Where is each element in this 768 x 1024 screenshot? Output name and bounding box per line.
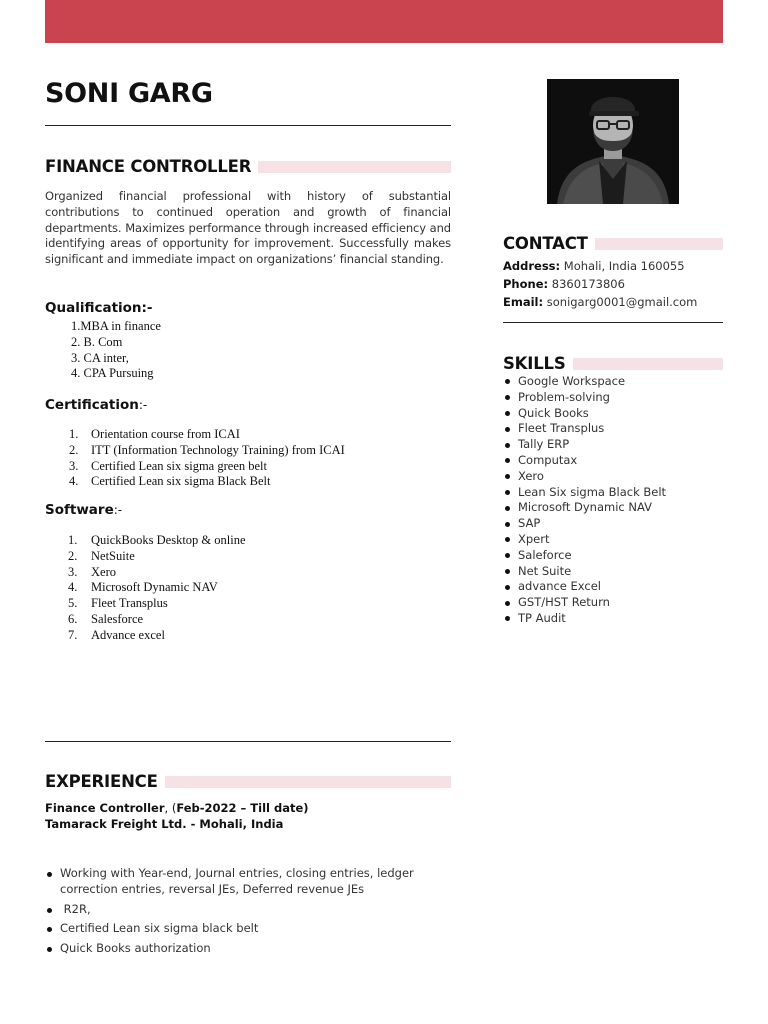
skill-text: SAP: [518, 516, 541, 531]
list-item: [68, 549, 246, 565]
skill-text: Problem-solving: [518, 389, 610, 404]
list-item: [47, 921, 447, 937]
list-item-number: 4.: [69, 474, 79, 489]
list-item: [68, 580, 246, 596]
experience-bullets: [47, 866, 447, 961]
list-item: [68, 565, 246, 581]
list-item: [505, 595, 666, 611]
experience-text: Certified Lean six sigma black belt: [60, 921, 259, 936]
bullet-icon: [505, 601, 510, 606]
certification-list: [69, 427, 345, 490]
list-item-text: Certified Lean six sigma green belt: [91, 458, 267, 473]
bullet-icon: [47, 947, 52, 952]
list-item: [69, 459, 345, 475]
job-dates: Feb-2022 – Till date): [176, 801, 309, 815]
section-title-bar: [258, 161, 451, 173]
list-item-number: 3.: [69, 458, 79, 473]
bullet-icon: [505, 522, 510, 527]
qualification-heading: [45, 300, 153, 316]
candidate-name: SONI GARG: [45, 78, 213, 109]
list-item-text: Orientation course from ICAI: [91, 427, 240, 441]
list-item-text: Salesforce: [91, 611, 144, 626]
list-item: [505, 548, 666, 564]
list-item: [505, 500, 666, 516]
bullet-icon: [505, 490, 510, 495]
phone-value: 8360173806: [551, 277, 625, 291]
section-title-bar: [165, 776, 451, 788]
certification-heading: [45, 397, 147, 413]
list-item-text: 2. B. Com: [71, 334, 123, 349]
skill-text: Microsoft Dynamic NAV: [518, 500, 652, 515]
list-item: [505, 485, 666, 501]
list-item-number: 1.: [69, 427, 79, 441]
skill-text: advance Excel: [518, 579, 602, 594]
bullet-icon: [505, 506, 510, 511]
bullet-icon: [505, 379, 510, 384]
list-item: [505, 390, 666, 406]
skill-text: Google Workspace: [518, 374, 626, 388]
list-item: [69, 443, 345, 459]
list-item: [505, 453, 666, 469]
divider: [45, 741, 451, 742]
list-item: [505, 564, 666, 580]
bullet-icon: [505, 474, 510, 479]
list-item: [71, 351, 161, 367]
skill-text: Fleet Transplus: [518, 421, 605, 436]
list-item-text: QuickBooks Desktop & online: [91, 533, 246, 547]
bullet-icon: [505, 616, 510, 621]
list-item: [505, 469, 666, 485]
list-item-text: Xero: [91, 564, 116, 579]
qualification-heading-text: Qualification:-: [45, 300, 153, 316]
experience-text: Quick Books authorization: [60, 941, 211, 956]
skill-text: GST/HST Return: [518, 595, 610, 610]
bullet-icon: [505, 411, 510, 416]
bullet-icon: [47, 872, 52, 877]
list-item: [505, 579, 666, 595]
software-heading-suffix: :-: [113, 503, 123, 517]
skill-text: Quick Books: [518, 405, 589, 420]
list-item-text: 4. CPA Pursuing: [71, 366, 154, 381]
list-item: [71, 335, 161, 351]
bullet-icon: [47, 908, 52, 913]
bullet-icon: [505, 569, 510, 574]
section-title-contact: [503, 234, 723, 253]
contact-details: [503, 257, 723, 311]
job-heading: [45, 800, 309, 816]
address-value: Mohali, India 160055: [563, 259, 685, 273]
experience-text: R2R,: [60, 901, 91, 916]
list-item-number: 2.: [68, 548, 78, 563]
qualification-list: [71, 319, 161, 382]
list-item: [68, 533, 246, 549]
list-item: [68, 596, 246, 612]
list-item-text: 1.MBA in finance: [71, 319, 161, 333]
skill-text: Tally ERP: [518, 437, 570, 452]
list-item-number: 5.: [68, 596, 78, 611]
section-title-skills: [503, 354, 723, 373]
bullet-icon: [505, 395, 510, 400]
phone-label: Phone:: [503, 277, 549, 291]
list-item-text: Certified Lean six sigma Black Belt: [91, 474, 271, 489]
list-item: [505, 406, 666, 422]
skill-text: Xpert: [518, 531, 550, 546]
list-item-number: 7.: [68, 627, 78, 642]
bullet-icon: [505, 585, 510, 590]
list-item-text: Advance excel: [91, 627, 165, 642]
section-title-text: CONTACT: [503, 234, 588, 253]
profile-summary: Organized financial professional with history of substantial contributions to continued operation and growth of financial departments. Maximizes performance through increased efficiency and identifying areas of opportunity for improvement. Successfully makes significant and immediate impact on organizations’ financial standing.: [45, 189, 451, 267]
section-title-bar: [595, 238, 723, 250]
list-item-number: 1.: [68, 533, 78, 547]
contact-address: [503, 257, 723, 275]
skills-list: [505, 374, 666, 627]
bullet-icon: [505, 427, 510, 432]
email-label: Email:: [503, 295, 544, 309]
software-heading-text: Software: [45, 502, 114, 518]
software-list: [68, 533, 246, 644]
profile-photo: [547, 79, 679, 204]
bullet-icon: [505, 537, 510, 542]
skill-text: TP Audit: [518, 610, 566, 625]
list-item-number: 3.: [68, 564, 78, 579]
list-item: [505, 374, 666, 390]
list-item-text: ITT (Information Technology Training) from ICAI: [91, 442, 345, 457]
list-item: [69, 474, 345, 490]
section-title-text: SKILLS: [503, 354, 566, 373]
job-company: Tamarack Freight Ltd. - Mohali, India: [45, 817, 284, 831]
section-title-text: EXPERIENCE: [45, 772, 158, 791]
software-heading: [45, 502, 122, 518]
list-item-text: 3. CA inter,: [71, 350, 129, 365]
section-title-finance-controller: [45, 157, 451, 176]
list-item-number: 6.: [68, 611, 78, 626]
skill-text: Computax: [518, 452, 578, 467]
certification-heading-suffix: :-: [138, 398, 148, 412]
list-item-text: Microsoft Dynamic NAV: [91, 580, 218, 595]
list-item-number: 2.: [69, 442, 79, 457]
section-title-text: FINANCE CONTROLLER: [45, 157, 252, 176]
contact-phone: [503, 275, 723, 293]
list-item: [47, 866, 447, 898]
list-item-number: 4.: [68, 580, 78, 595]
list-item: [69, 427, 345, 443]
list-item: [47, 902, 447, 918]
section-title-experience: [45, 772, 451, 791]
bullet-icon: [505, 443, 510, 448]
skill-text: Lean Six sigma Black Belt: [518, 484, 667, 499]
bullet-icon: [505, 458, 510, 463]
list-item: [505, 532, 666, 548]
list-item: [505, 421, 666, 437]
person-portrait-icon: [547, 79, 679, 204]
certification-heading-text: Certification: [45, 397, 139, 413]
bullet-icon: [47, 927, 52, 932]
list-item: [68, 612, 246, 628]
bullet-icon: [505, 553, 510, 558]
list-item: [505, 437, 666, 453]
email-value: sonigarg0001@gmail.com: [546, 295, 698, 309]
list-item: [505, 611, 666, 627]
job-company-line: [45, 816, 309, 832]
skill-text: Net Suite: [518, 563, 572, 578]
skill-text: Xero: [518, 468, 544, 483]
list-item: [71, 366, 161, 382]
divider: [45, 125, 451, 126]
skill-text: Saleforce: [518, 547, 572, 562]
list-item-text: NetSuite: [91, 548, 135, 563]
list-item: [505, 516, 666, 532]
list-item: [47, 941, 447, 957]
list-item: [71, 319, 161, 335]
section-title-bar: [573, 358, 723, 370]
contact-email: [503, 293, 723, 311]
list-item-text: Fleet Transplus: [91, 596, 168, 611]
address-label: Address:: [503, 259, 561, 273]
experience-text: Working with Year-end, Journal entries, closing entries, ledger correction entries, reversal JEs, Deferred revenue JEs: [60, 866, 414, 896]
header-accent-bar: [45, 0, 723, 43]
job-separator: , (: [164, 801, 177, 815]
job-entry: [45, 800, 309, 832]
divider: [503, 322, 723, 323]
job-title: Finance Controller: [45, 801, 165, 815]
list-item: [68, 628, 246, 644]
